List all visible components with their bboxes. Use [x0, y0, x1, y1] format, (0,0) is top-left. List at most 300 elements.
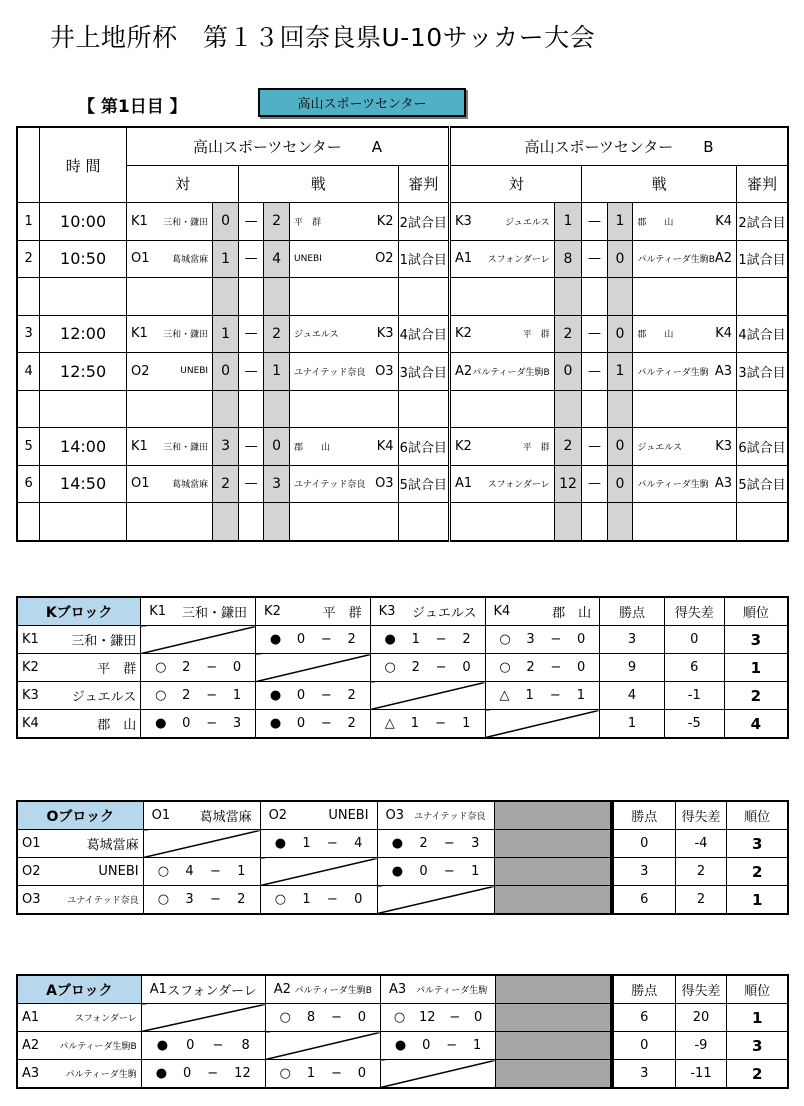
home-team — [127, 203, 213, 241]
home-score: 1 — [213, 240, 239, 278]
result — [142, 1066, 265, 1081]
block-name: Aブロック — [17, 975, 141, 1004]
empty-cell — [496, 975, 611, 1004]
spacer-row — [17, 390, 788, 428]
team-code: A2 — [22, 1038, 40, 1053]
score-dash: — — [239, 240, 264, 278]
goals-for: 0 — [422, 1038, 431, 1053]
score-dash: − — [326, 836, 338, 851]
goals-for: 2 — [411, 660, 420, 675]
away-score: 2 — [264, 315, 290, 353]
match-no: 5 — [17, 428, 40, 466]
result-mark-icon: ○ — [155, 660, 167, 675]
home-score: 3 — [213, 428, 239, 466]
away-score: 2 — [264, 203, 290, 241]
result-mark-icon: ○ — [279, 1010, 292, 1025]
col-team: K1 三和・鎌田 — [141, 597, 256, 626]
team-cell — [18, 658, 140, 677]
home-team — [127, 465, 213, 503]
empty-cell — [737, 278, 788, 316]
team-name: 平 群 — [97, 662, 137, 677]
team-code: A2 — [714, 251, 733, 267]
home-team — [450, 203, 555, 241]
result — [144, 864, 260, 879]
team-cell — [18, 714, 140, 733]
team-name: UNEBI — [98, 864, 139, 879]
result — [371, 716, 485, 731]
result-mark-icon: ● — [156, 1038, 169, 1053]
team-cell — [290, 476, 398, 491]
empty-cell — [582, 503, 607, 541]
referee-match: 2試合目 — [398, 203, 449, 241]
score-dash: − — [326, 892, 338, 907]
team-code: K1 — [131, 326, 148, 342]
team-cell — [633, 326, 736, 341]
block-row — [17, 1060, 611, 1089]
match-row — [17, 353, 788, 391]
self-cell — [260, 858, 377, 886]
empty-cell — [496, 1060, 611, 1089]
goals-against: 2 — [347, 716, 356, 731]
team-name: 三和・鎌田 — [71, 634, 137, 649]
points: 1 — [600, 710, 665, 739]
goals-for: 0 — [186, 1038, 195, 1053]
score-dash: − — [212, 1038, 224, 1053]
empty-cell — [264, 390, 290, 428]
result-cell — [377, 830, 494, 858]
goals-for: 3 — [526, 632, 535, 647]
k-block-table — [16, 596, 789, 739]
match-row — [17, 465, 788, 503]
result — [141, 688, 255, 703]
spacer-row — [17, 278, 788, 316]
rank: 2 — [727, 1060, 788, 1089]
referee-match: 1試合目 — [398, 240, 449, 278]
away-score: 3 — [264, 465, 290, 503]
team-code: O1 — [22, 836, 41, 851]
score-dash: − — [435, 716, 447, 731]
score-dash: — — [582, 240, 607, 278]
result — [141, 716, 255, 731]
row-team — [17, 654, 141, 682]
team-name: 郡 山 — [637, 330, 674, 341]
empty-cell — [554, 390, 582, 428]
result-cell — [370, 654, 485, 682]
away-score: 0 — [607, 315, 633, 353]
score-dash: − — [209, 864, 221, 879]
col-team: A2 パルティーダ生駒B — [265, 975, 380, 1004]
goals-for: 0 — [296, 632, 306, 647]
home-team — [127, 428, 213, 466]
score-dash: — — [239, 203, 264, 241]
result-cell — [265, 1004, 380, 1032]
team-code: K3 — [455, 213, 472, 229]
vs-label: 対 — [450, 165, 582, 203]
goals-for: 0 — [419, 864, 428, 879]
team-cell — [451, 251, 554, 266]
score-dash: — — [582, 353, 607, 391]
self-cell — [265, 1032, 380, 1060]
team-code: A2 — [455, 363, 473, 379]
home-team — [450, 315, 555, 353]
goals-against: 3 — [471, 836, 480, 851]
schedule-table — [16, 126, 789, 542]
team-code: O3 — [375, 363, 394, 379]
score-dash: − — [330, 1066, 342, 1081]
goals-for: 8 — [306, 1010, 316, 1025]
row-team — [17, 886, 143, 915]
team-code: K3 — [22, 688, 39, 703]
standings-row — [613, 1032, 788, 1060]
block-row — [17, 1032, 611, 1060]
team-cell — [451, 326, 554, 341]
score-dash: − — [443, 864, 455, 879]
goal-diff: -9 — [675, 1032, 727, 1060]
goals-for: 1 — [411, 632, 420, 647]
result-mark-icon: ○ — [157, 892, 170, 907]
rank-header: 順位 — [727, 801, 788, 830]
referee-label: 審判 — [398, 165, 449, 203]
match-no: 3 — [17, 315, 40, 353]
referee-label: 審判 — [737, 165, 788, 203]
team-code: K4 — [376, 438, 394, 454]
row-team — [17, 830, 143, 858]
result-cell — [260, 830, 377, 858]
team-name: ジュエルス — [71, 690, 137, 705]
away-score: 1 — [607, 353, 633, 391]
rank: 1 — [724, 654, 788, 682]
empty-cell — [127, 503, 213, 541]
away-team — [290, 315, 399, 353]
standings-row — [613, 886, 788, 915]
goals-against: 0 — [462, 660, 471, 675]
result-mark-icon: ○ — [384, 660, 396, 675]
empty-cell — [127, 278, 213, 316]
diff-header: 得失差 — [675, 975, 727, 1004]
score-dash: — — [582, 315, 607, 353]
match-time: 14:50 — [40, 465, 127, 503]
goals-against: 1 — [471, 864, 480, 879]
team-cell — [290, 364, 398, 379]
goals-against: 1 — [232, 688, 242, 703]
score-dash: — — [582, 203, 607, 241]
goals-for: 2 — [526, 660, 535, 675]
block-row — [17, 682, 788, 710]
away-team — [633, 240, 737, 278]
score-dash: — — [582, 465, 607, 503]
result-mark-icon: ○ — [279, 1066, 292, 1081]
empty-cell — [40, 278, 127, 316]
goals-for: 12 — [419, 1010, 436, 1025]
result-cell — [380, 1032, 495, 1060]
vs-label: 戦 — [239, 165, 399, 203]
empty-cell — [494, 830, 611, 858]
match-row — [17, 203, 788, 241]
team-code: K1 — [22, 632, 39, 647]
match-time: 12:00 — [40, 315, 127, 353]
self-cell — [370, 682, 485, 710]
score-dash: − — [330, 1010, 342, 1025]
goals-against: 2 — [462, 632, 471, 647]
away-team — [290, 465, 399, 503]
empty-cell — [264, 278, 290, 316]
team-name: 郡 山 — [294, 442, 331, 453]
field-b-header: 高山スポーツセンター B — [450, 127, 788, 165]
day-label: 【 第1日目 】 — [78, 97, 187, 117]
empty-cell — [607, 503, 633, 541]
goals-against: 1 — [462, 716, 471, 731]
goal-diff: -11 — [675, 1060, 727, 1089]
score-dash: − — [435, 660, 447, 675]
team-code: K4 — [715, 326, 733, 342]
team-name: ユナイテッド奈良 — [294, 480, 366, 491]
home-team — [127, 240, 213, 278]
team-name: パルティーダ生駒 — [637, 480, 709, 491]
a-block-table — [16, 974, 612, 1089]
empty-cell — [213, 503, 239, 541]
result — [144, 892, 260, 907]
team-cell — [18, 1066, 141, 1081]
team-code: O3 — [375, 476, 394, 492]
empty-cell — [494, 858, 611, 886]
home-score: 2 — [554, 315, 582, 353]
referee-match: 6試合目 — [737, 428, 788, 466]
result — [256, 632, 370, 647]
row-team — [17, 1032, 141, 1060]
score-dash: − — [549, 688, 561, 703]
result — [261, 892, 377, 907]
score-dash: − — [449, 1010, 461, 1025]
points: 3 — [613, 858, 675, 886]
score-dash: − — [206, 688, 218, 703]
team-code: K4 — [715, 213, 733, 229]
score-dash: − — [550, 632, 562, 647]
col-team: O3 ユナイテッド奈良 — [377, 801, 494, 830]
team-code: A1 — [455, 251, 473, 267]
block-row — [17, 626, 788, 654]
score-dash: − — [320, 688, 332, 703]
col-team: O1 葛城當麻 — [143, 801, 260, 830]
empty-cell — [398, 278, 449, 316]
result-mark-icon: ● — [384, 632, 396, 647]
goals-against: 1 — [237, 864, 246, 879]
home-score: 2 — [554, 428, 582, 466]
standings-row — [613, 858, 788, 886]
score-dash: − — [206, 716, 218, 731]
team-cell — [18, 1038, 141, 1053]
result-mark-icon: ● — [394, 1038, 407, 1053]
team-code: K4 — [22, 716, 39, 731]
result-mark-icon: ● — [269, 688, 282, 703]
block-row — [17, 1004, 611, 1032]
match-no: 6 — [17, 465, 40, 503]
result-cell — [141, 710, 256, 739]
empty-cell — [450, 278, 555, 316]
team-code: A1 — [455, 476, 473, 492]
team-cell — [18, 864, 143, 879]
result-cell — [256, 626, 371, 654]
home-score: 0 — [554, 353, 582, 391]
result-cell — [141, 654, 256, 682]
away-team — [633, 465, 737, 503]
diff-header: 得失差 — [664, 597, 724, 626]
goals-for: 2 — [182, 660, 191, 675]
match-no: 4 — [17, 353, 40, 391]
rank-header: 順位 — [727, 975, 788, 1004]
team-cell — [633, 214, 736, 229]
self-cell — [256, 654, 371, 682]
result-cell — [141, 1032, 265, 1060]
away-team — [633, 315, 737, 353]
result-cell — [485, 654, 600, 682]
score-dash: — — [582, 428, 607, 466]
empty-cell — [290, 503, 399, 541]
empty-cell — [290, 278, 399, 316]
empty-cell — [40, 390, 127, 428]
result-mark-icon: ○ — [393, 1010, 406, 1025]
referee-match: 1試合目 — [737, 240, 788, 278]
self-cell — [485, 710, 600, 739]
result-mark-icon: ● — [269, 632, 282, 647]
empty-cell — [450, 503, 555, 541]
spacer-row — [17, 503, 788, 541]
away-score: 0 — [607, 240, 633, 278]
goal-diff: 0 — [664, 626, 724, 654]
result-mark-icon: ● — [391, 864, 404, 879]
rank: 1 — [727, 1004, 788, 1032]
goals-for: 1 — [410, 716, 420, 731]
team-code: K3 — [376, 326, 394, 342]
row-team — [17, 1004, 141, 1032]
referee-match: 4試合目 — [398, 315, 449, 353]
empty-cell — [239, 278, 264, 316]
goal-diff: -5 — [664, 710, 724, 739]
score-dash: − — [446, 1038, 458, 1053]
score-dash: − — [206, 660, 218, 675]
score-dash: — — [239, 353, 264, 391]
row-team — [17, 1060, 141, 1089]
block-name: Oブロック — [17, 801, 143, 830]
standings-row — [613, 1060, 788, 1089]
empty-cell — [633, 503, 737, 541]
points: 0 — [613, 830, 675, 858]
score-dash: — — [239, 465, 264, 503]
team-code: A1 — [22, 1010, 40, 1025]
goals-for: 3 — [185, 892, 194, 907]
result — [378, 836, 494, 851]
self-cell — [141, 1004, 265, 1032]
goals-against: 0 — [232, 660, 242, 675]
team-code: K2 — [455, 326, 472, 342]
home-team — [127, 353, 213, 391]
team-cell — [18, 892, 143, 907]
team-cell — [127, 214, 212, 229]
team-name: UNEBI — [180, 366, 209, 377]
rank: 3 — [727, 830, 788, 858]
team-name: パルティーダ生駒 — [65, 1070, 137, 1080]
away-team — [290, 240, 399, 278]
referee-match: 3試合目 — [737, 353, 788, 391]
row-team — [17, 858, 143, 886]
no-header — [17, 127, 40, 203]
goals-against: 0 — [576, 660, 586, 675]
home-team — [450, 465, 555, 503]
match-time: 12:50 — [40, 353, 127, 391]
result — [142, 1038, 265, 1053]
goals-against: 4 — [354, 836, 363, 851]
result-mark-icon: ○ — [155, 688, 167, 703]
diff-header: 得失差 — [675, 801, 727, 830]
result-cell — [141, 682, 256, 710]
goals-for: 0 — [296, 716, 306, 731]
rank: 3 — [724, 626, 788, 654]
team-code: K3 — [715, 438, 733, 454]
goals-against: 0 — [354, 892, 363, 907]
goal-diff: -4 — [675, 830, 727, 858]
a-block-standings — [612, 974, 789, 1089]
team-code: A3 — [714, 363, 733, 379]
match-no: 1 — [17, 203, 40, 241]
goals-against: 2 — [347, 688, 356, 703]
team-code: K2 — [22, 660, 39, 675]
rank: 1 — [727, 886, 788, 915]
team-name: パルティーダ生駒B — [472, 367, 550, 378]
goal-diff: 20 — [675, 1004, 727, 1032]
team-name: 平 群 — [294, 217, 322, 228]
points: 4 — [600, 682, 665, 710]
team-code: O2 — [131, 363, 150, 379]
score-dash: — — [239, 315, 264, 353]
match-time: 10:50 — [40, 240, 127, 278]
team-cell — [451, 364, 554, 379]
result-mark-icon: △ — [384, 716, 395, 731]
o-block-standings — [612, 800, 789, 915]
team-name: ジュエルス — [505, 217, 550, 228]
score-dash: − — [207, 1066, 219, 1081]
result — [381, 1010, 495, 1025]
score-dash: − — [550, 660, 562, 675]
result-cell — [485, 682, 600, 710]
away-score: 4 — [264, 240, 290, 278]
goals-for: 0 — [183, 1066, 192, 1081]
referee-match: 3試合目 — [398, 353, 449, 391]
team-name: 郡 山 — [637, 217, 674, 228]
result — [141, 660, 255, 675]
team-name: 平 群 — [522, 442, 550, 453]
self-cell — [377, 886, 494, 915]
team-name: パルティーダ生駒B — [637, 255, 715, 266]
home-score: 8 — [554, 240, 582, 278]
result-cell — [370, 626, 485, 654]
result-cell — [260, 886, 377, 915]
page-title: 井上地所杯 第１３回奈良県U-10サッカー大会 — [50, 23, 596, 52]
empty-cell — [264, 503, 290, 541]
team-code: O2 — [22, 864, 41, 879]
home-score: 0 — [213, 353, 239, 391]
result-mark-icon: ○ — [274, 892, 287, 907]
home-score: 12 — [554, 465, 582, 503]
vs-label: 戦 — [582, 165, 737, 203]
points: 3 — [613, 1060, 675, 1089]
result-mark-icon: ● — [155, 1066, 168, 1081]
points: 0 — [613, 1032, 675, 1060]
away-team — [633, 353, 737, 391]
result-cell — [256, 682, 371, 710]
result-cell — [256, 710, 371, 739]
home-team — [127, 315, 213, 353]
team-name: 平 群 — [522, 330, 550, 341]
goals-for: 0 — [296, 688, 306, 703]
